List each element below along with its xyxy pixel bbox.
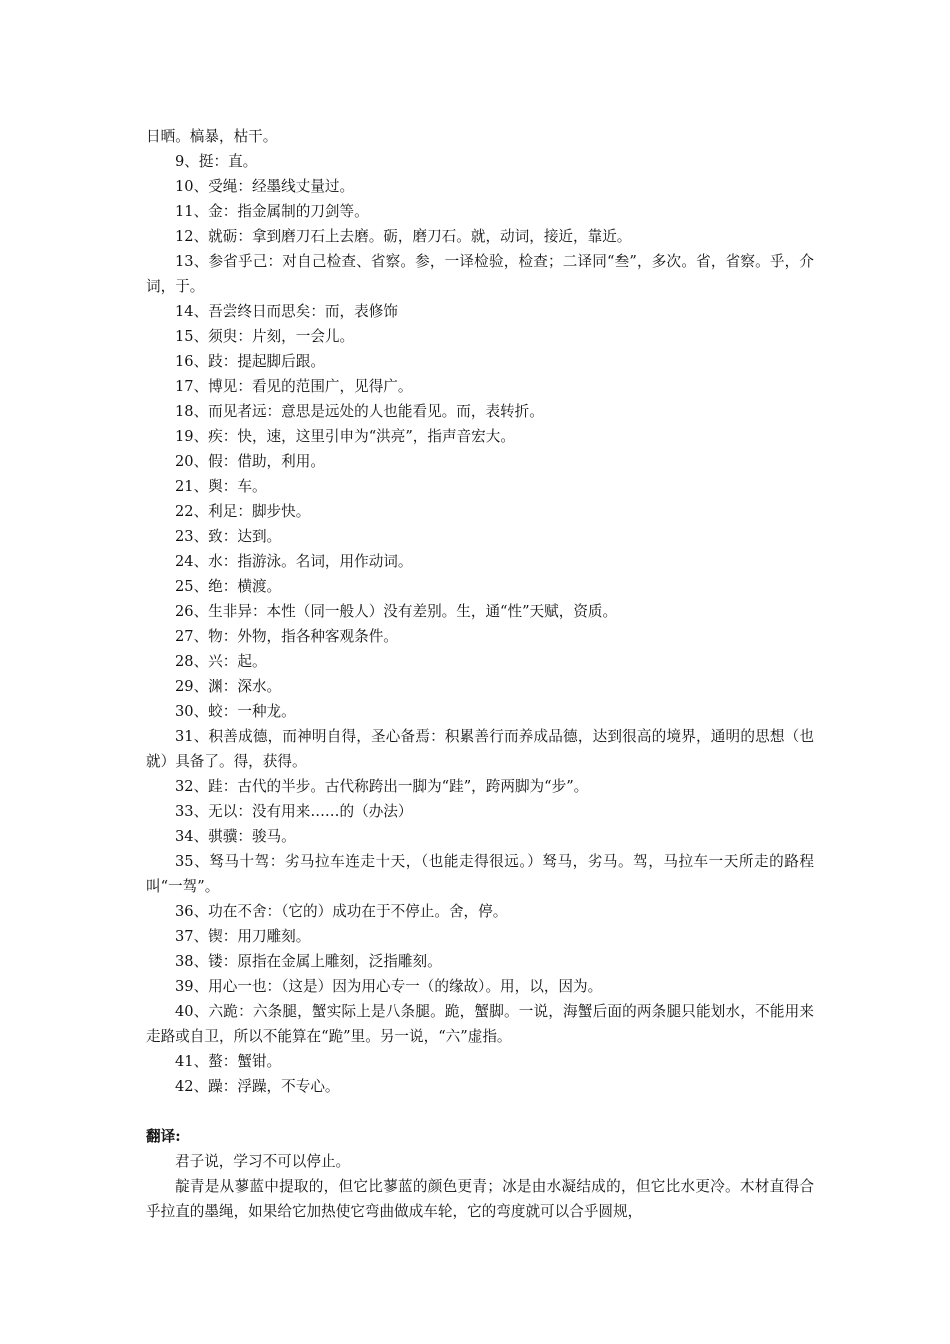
note-item: 18、而见者远：意思是远处的人也能看见。而，表转折。: [175, 403, 544, 420]
note-item: 19、疾：快，速，这里引申为“洪亮”，指声音宏大。: [175, 428, 515, 445]
note-item: 22、利足：脚步快。: [175, 503, 311, 520]
note-item: 32、跬：古代的半步。古代称跨出一脚为“跬”，跨两脚为“步”。: [175, 778, 589, 795]
note-item: 37、锲：用刀雕刻。: [175, 928, 311, 945]
note-item: 28、兴：起。: [175, 653, 267, 670]
note-item: 38、镂：原指在金属上雕刻，泛指雕刻。: [175, 953, 442, 970]
notes-list: [146, 149, 814, 1099]
note-item: 29、渊：深水。: [175, 678, 282, 695]
note-item: 39、用心一也：（这是）因为用心专一（的缘故）。用，以，因为。: [175, 978, 603, 995]
translation-heading: 翻译:: [146, 1128, 181, 1145]
note-item: 14、吾尝终日而思矣：而，表修饰: [175, 303, 398, 320]
note-item: 10、受绳：经墨线丈量过。: [175, 178, 355, 195]
note-item: 23、致：达到。: [175, 528, 282, 545]
translation-paragraph: 君子说，学习不可以停止。: [175, 1153, 351, 1170]
note-item: 17、博见：看见的范围广，见得广。: [175, 378, 413, 395]
notes-intro: 日晒。槁暴，枯干。: [146, 128, 278, 145]
note-item: 11、金：指金属制的刀剑等。: [175, 203, 369, 220]
translation-body: [146, 1149, 814, 1224]
section-gap: [146, 1099, 814, 1124]
note-item: 24、水：指游泳。名词，用作动词。: [175, 553, 413, 570]
translation-paragraph: 靛青是从蓼蓝中提取的，但它比蓼蓝的颜色更青；冰是由水凝结成的，但它比水更冷。木材直得合乎拉直的墨绳，如果给它加热使它弯曲做成车轮，它的弯度就可以合乎圆规，: [146, 1178, 814, 1220]
note-item: 16、跂：提起脚后跟。: [175, 353, 325, 370]
note-item: 41、螯：蟹钳。: [175, 1053, 282, 1070]
document-body: [146, 124, 814, 1224]
note-item: 12、就砺：拿到磨刀石上去磨。砺，磨刀石。就，动词，接近，靠近。: [175, 228, 632, 245]
note-item: 40、六跪：六条腿，蟹实际上是八条腿。跪，蟹脚。一说，海蟹后面的两条腿只能划水，不能用来走路或自卫，所以不能算在“跪”里。另一说，“六”虚指。: [146, 1003, 814, 1045]
note-item: 21、舆：车。: [175, 478, 267, 495]
note-item: 31、积善成德，而神明自得，圣心备焉：积累善行而养成品德，达到很高的境界，通明的思想（也就）具备了。得，获得。: [146, 728, 814, 770]
note-item: 33、无以：没有用来……的（办法）: [175, 803, 413, 820]
note-item: 26、生非异：本性（同一般人）没有差别。生，通“性”天赋，资质。: [175, 603, 618, 620]
note-item: 36、功在不舍：（它的）成功在于不停止。舍，停。: [175, 903, 508, 920]
note-item: 34、骐骥：骏马。: [175, 828, 296, 845]
note-item: 42、躁：浮躁，不专心。: [175, 1078, 340, 1095]
note-item: 25、绝：横渡。: [175, 578, 282, 595]
note-item: 30、蛟：一种龙。: [175, 703, 296, 720]
note-item: 20、假：借助，利用。: [175, 453, 325, 470]
note-item: 9、挺：直。: [175, 153, 258, 170]
note-item: 15、须臾：片刻，一会儿。: [175, 328, 355, 345]
note-item: 13、参省乎己：对自己检查、省察。参，一译检验，检查；二译同“叁”，多次。省，省察。乎，介词，于。: [146, 253, 814, 295]
note-item: 27、物：外物，指各种客观条件。: [175, 628, 398, 645]
note-item: 35、驽马十驾：劣马拉车连走十天，（也能走得很远。）驽马，劣马。驾，马拉车一天所走的路程叫“一驾”。: [146, 853, 814, 895]
